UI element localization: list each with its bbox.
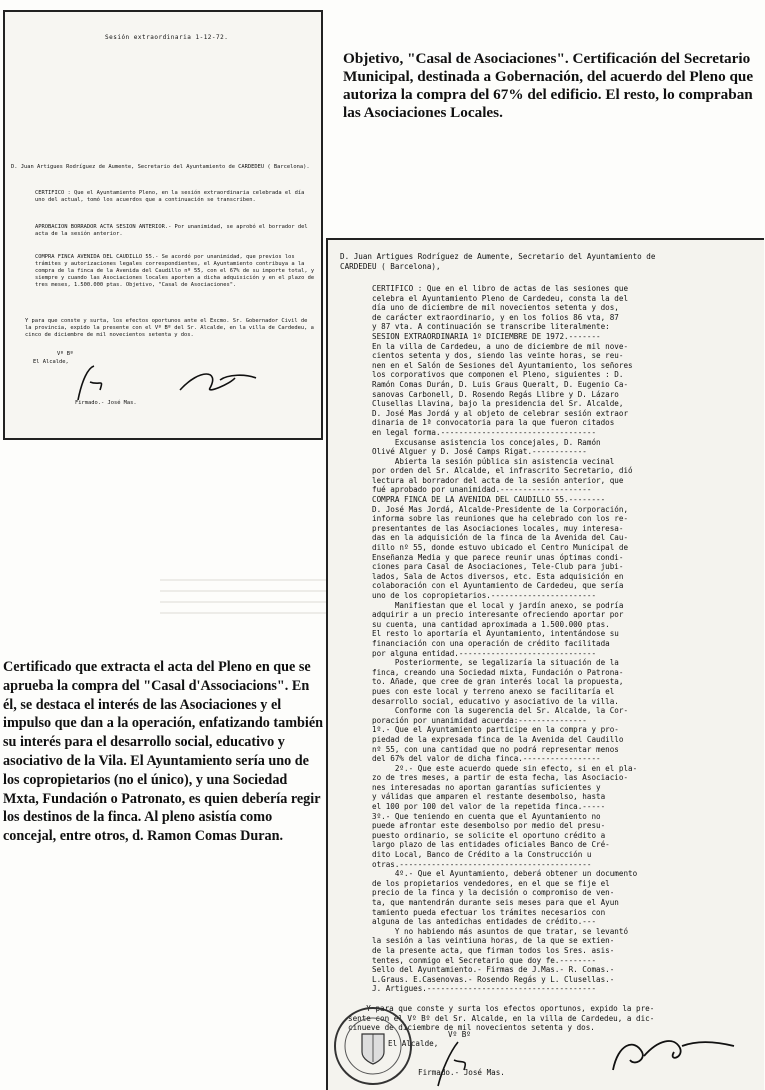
signatures-image (398, 1030, 738, 1090)
small-certifico: CERTIFICO : Que el Ayuntamiento Pleno, en la sesión extraordinaria celebrada el día uno del actual, tomó los acuerdos que a continuación se transcriben. (35, 190, 308, 203)
small-header: D. Juan Artigues Rodríguez de Aumente, Secretario del Ayuntamiento de CARDEDEU ( Barcelona). (11, 164, 310, 170)
big-firmado: Firmado.- José Mas. (418, 1068, 505, 1077)
caption-top: Objetivo, "Casal de Asociaciones". Certificación del Secretario Municipal, destinada a Gobernación, del acuerdo del Pleno que autoriza la compra del 67% del edificio. El resto, lo compraban las Asociaciones Locales. (343, 50, 754, 121)
caption-left: Certificado que extracta el acta del Pleno en que se aprueba la compra del "Casal d'Associacions". En él, se destaca el interés de las Asociaciones y el impulso que dan a la operación, enfatizando también su interés para el desarrollo social, educativo y asociativo de la Vila. El Ayuntamiento sería uno de los copropietarios (no el único), y una Sociedad Mxta, Fundación o Patronato, es quien debería regir los destinos de la finca. Al pleno asistía como concejal, entre otros, d. Ramon Comas Duran. (3, 659, 324, 845)
small-certificate (3, 10, 323, 440)
small-aprobacion: APROBACION BORRADOR ACTA SESION ANTERIOR.- Por unanimidad, se aprobó el borrador del acta de la sesión anterior. (35, 224, 311, 237)
session-title: Sesión extraordinaria 1-12-72. (105, 34, 229, 41)
small-compra: COMPRA FINCA AVENIDA DEL CAUDILLO 55.- Se acordó por unanimidad, que previos los trámites y autorizaciones legales correspondientes, el Ayuntamiento contribuya a la compra de la finca de la Avenida del Caudillo nº 55, con el 67% de su importe total, y siempre y cuando las Asociaciones locales aporten a dicha adquisición y en el plazo de tres meses, 1.500.000 ptas. Objetivo, "Casal de Asociaciones". (35, 254, 318, 288)
big-closing: Y para que conste y surta los efectos oportunos, expido la pre- sente con el Vº Bº del Sr. Alcalde, en la villa de Cardedeu, a dic- cinueve de diciembre de mil novecientos setenta y dos. (348, 1004, 655, 1033)
full-certificate (326, 238, 764, 1090)
small-alcalde: El Alcalde, (33, 359, 69, 365)
big-vb: Vº Bº (448, 1030, 471, 1039)
faint-text-lines (0, 470, 330, 640)
signature-image (60, 360, 260, 406)
big-header: D. Juan Artigues Rodríguez de Aumente, Secretario del Ayuntamiento de CARDEDEU ( Barcelona), (340, 252, 656, 271)
small-firmado: Firmado.- José Mas. (75, 400, 137, 406)
small-vb: Vº Bº (57, 351, 74, 357)
big-body: CERTIFICO : Que en el libro de actas de las sesiones que celebra el Ayuntamiento Pleno de Cardedeu, consta la del día uno de diciembre de mil novecientos setenta y dos, de carácter extraordinario, y en los folios 86 vta, 87 y 87 vta. A continuación se transcribe literalmente: SESION EXTRAORDINARIA 1º DICIEMBRE DE 1972.------- En la villa de Cardedeu, a uno de diciembre de mil nove- cientos setenta y dos, siendo las veinte horas, se reu- nen en el Salón de Sesiones del Ayuntamiento, los señores los corporativos que componen el Pleno, siguientes : D. Ramón Comas Durán, D. Luis Graus Queralt, D. Eugenio Ca- sanovas Carbonell, D. Rosendo Regás Llibre y D. Lázaro Clusellas Llavina, bajo la presidencia del Sr. Alcalde, D. José Mas Jordá y al objeto de celebrar sesión extraor dinaria de 1ª convocatoria para la que fueron citados en legal forma.---------------------------------- Excusanse asistencia los concejales, D. Ramón Olivé Alguer y D. José Camps Rigat.------------ Abierta la sesión pública sin asistencia vecinal por orden del Sr. Alcalde, el infrascrito Secretario, dió lectura al borrador del acta de la sesión anterior, que fué aprobado por unanimidad.-------------------- COMPRA FINCA DE LA AVENIDA DEL CAUDILLO 55.-------- D. José Mas Jordá, Alcalde-Presidente de la Corporación, informa sobre las reuniones que ha celebrado con los re- presentantes de las Asociaciones locales, muy interesa- das en la adquisición de la finca de la Avenida del Cau- dillo nº 55, donde estuvo ubicado el Centro Municipal de Enseñanza Media y que parece reunir unas óptimas condi- ciones para Casal de Asociaciones, Tele-Club para jubi- lados, Sala de Actos diversos, etc. Esta adquisición en colaboración con el Ayuntamiento de Cardedeu, que sería uno de los copropietarios.----------------------- Manifiestan que el local y jardín anexo, se podría adquirir a un precio interesante ofreciendo aportar por su cuenta, una cantidad aproximada a 1.500.000 ptas. El resto lo aportaría el Ayuntamiento, intentándose su financiación con una operación de crédito facilitada por alguna entidad.------------------------------ Posteriormente, se legalizaría la situación de la finca, creando una Sociedad mixta, Fundación o Patrona- to. Añade, que cree de gran interés local la propuesta, pues con este local y terreno anexo se facilitaría el desarrollo social, educativo y asociativo de la villa. Conforme con la sugerencia del Sr. Alcalde, la Cor- poración por unanimidad acuerda:--------------- 1º.- Que el Ayuntamiento participe en la compra y pro- piedad de la expresada finca de la Avenida del Caudillo nº 55, con una cantidad que no podrá representar menos del 67% del valor de dicha finca.----------------- 2º.- Que este acuerdo quede sin efecto, si en el pla- zo de tres meses, a partir de esta fecha, las Asociacio- nes interesadas no aportan garantías suficientes y y válidas que amparen el restante desembolso, hasta el 100 por 100 del valor de la repetida finca.----- 3º.- Que teniendo en cuenta que el Ayuntamiento no puede afrontar este desembolso por medio del presu- puesto ordinario, se solicite el oportuno crédito a largo plazo de las entidades oficiales Banco de Cré- dito Local, Banco de Crédito a la Construcción u otras.------------------------------------------ 4º.- Que el Ayuntamiento, deberá obtener un documento de los propietarios vendedores, en el que se fije el precio de la finca y la decisión o compromiso de ven- ta, que mantendrán durante seis meses para que el Ayun tamiento pueda efectuar los trámites necesarios con alguna de las antedichas entidades de crédito.--- Y no habiendo más asuntos de que tratar, se levantó la sesión a las veintiuna horas, de la que se extien- de la presente acta, que firman todos los Sres. asis- tentes, conmigo el Secretario que doy fe.-------- Sello del Ayuntamiento.- Firmas de J.Mas.- R. Comas.- L.Graus. E.Casenovas.- Rosendo Regás y L. Clusellas.- J. Artigues.------------------------------------- (372, 284, 638, 994)
big-alcalde: El Alcalde, (388, 1039, 439, 1048)
small-closing: Y para que conste y surta, los efectos oportunos ante el Excmo. Sr. Gobernador Civil de la provincia, expido la presente con el Vº Bº del Sr. Alcalde, en la villa de Cardedeu, a cinco de diciembre de mil novecientos setenta y dos. (25, 318, 318, 338)
